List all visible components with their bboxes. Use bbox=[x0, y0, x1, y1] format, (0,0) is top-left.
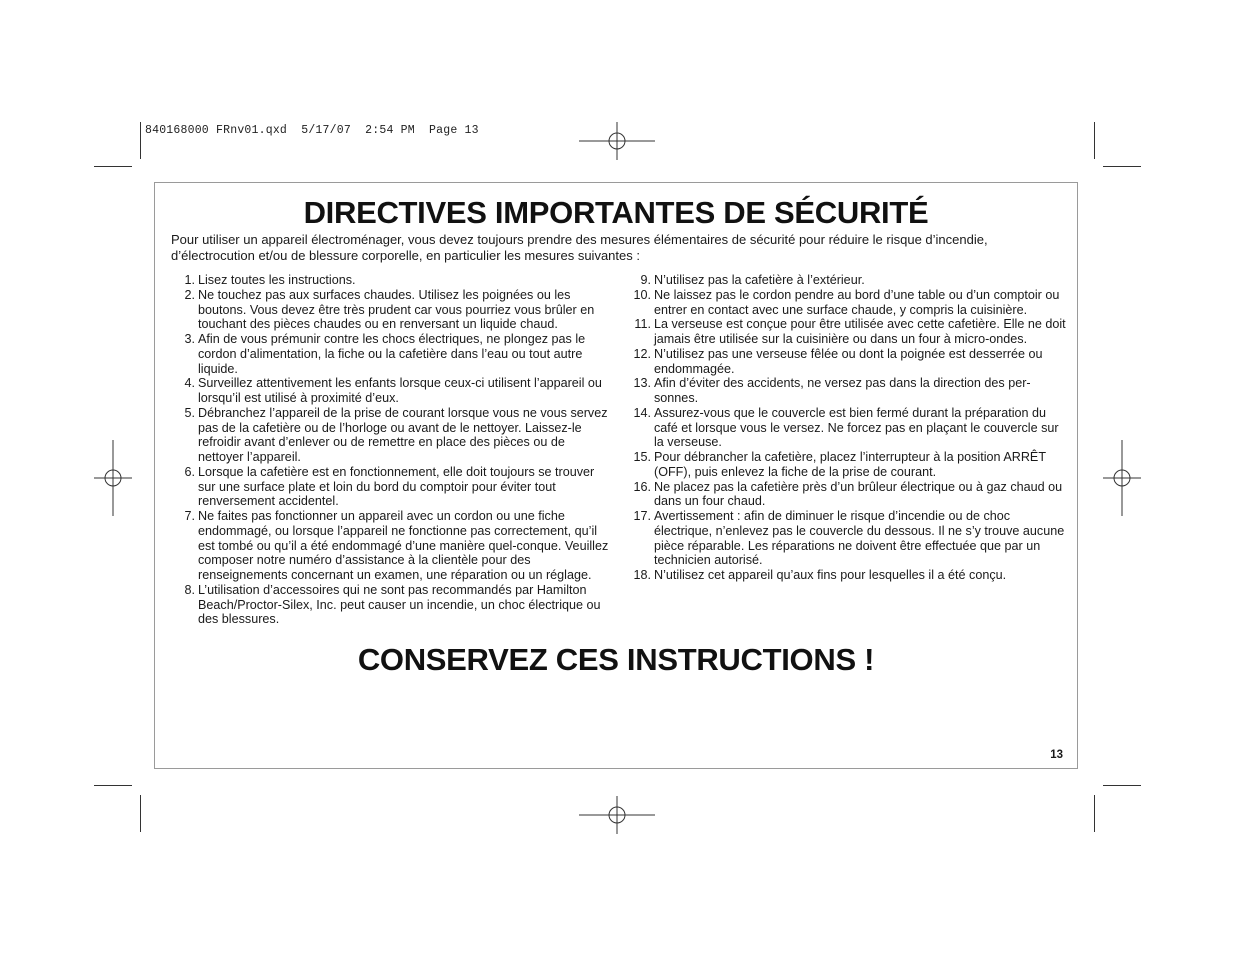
item-number: 12. bbox=[633, 346, 651, 361]
item-text: Lisez toutes les instructions. bbox=[198, 273, 356, 287]
item-text: La verseuse est conçue pour être utilisée avec cette cafetière. Elle ne doit jamais être utilisée sur la cuisinière ou dans un four à micro-ondes. bbox=[654, 317, 1066, 346]
item-text: L’utilisation d’accessoires qui ne sont pas recommandés par Hamilton Beach/Proctor-Silex, Inc. peut causer un incendie, un choc électrique ou des blessures. bbox=[198, 582, 601, 627]
list-item bbox=[167, 273, 611, 288]
list-item bbox=[623, 450, 1067, 480]
crop-mark bbox=[140, 795, 141, 832]
item-number: 7. bbox=[184, 509, 195, 523]
crop-mark bbox=[94, 785, 132, 786]
crop-mark bbox=[1094, 122, 1095, 159]
item-number: 16. bbox=[633, 479, 651, 494]
registration-mark-icon bbox=[579, 796, 655, 834]
list-item bbox=[623, 480, 1067, 510]
list-item bbox=[167, 332, 611, 376]
page-title: DIRECTIVES IMPORTANTES DE SÉCURITÉ bbox=[303, 195, 929, 230]
crop-mark bbox=[1103, 785, 1141, 786]
crop-mark bbox=[94, 166, 132, 167]
item-number: 9. bbox=[640, 273, 651, 287]
item-text: N’utilisez pas la cafetière à l’extérieur. bbox=[654, 273, 865, 287]
item-number: 10. bbox=[633, 287, 651, 302]
list-item bbox=[623, 317, 1067, 347]
item-number: 4. bbox=[184, 376, 195, 391]
item-number: 17. bbox=[633, 509, 651, 523]
item-text: N’utilisez pas une verseuse fêlée ou dont la poignée est desserrée ou endommagée. bbox=[654, 346, 1043, 376]
item-number: 15. bbox=[633, 450, 651, 464]
item-number: 13. bbox=[633, 376, 651, 391]
list-item bbox=[623, 568, 1067, 583]
item-text: N’utilisez cet appareil qu’aux fins pour lesquelles il a été conçu. bbox=[654, 568, 1007, 582]
item-number: 11. bbox=[634, 317, 651, 332]
registration-mark-icon bbox=[579, 122, 655, 160]
page-number: 13 bbox=[1050, 749, 1063, 761]
item-text: Ne touchez pas aux surfaces chaudes. Utilisez les poignées ou les boutons. Vous devez être très prudent car vous pourriez vous brûler en touchant des pièces chaudes ou en renversant un liquide chaud. bbox=[198, 287, 595, 332]
intro-paragraph: Pour utiliser un appareil électroménager, vous devez toujours prendre des mesures élémentaires de sécurité pour réduire le risque d’incendie, d’électrocution et/ou de blessure corporelle, en particulier les mesures suivantes : bbox=[171, 232, 988, 263]
list-item bbox=[623, 376, 1067, 406]
list-item bbox=[623, 406, 1067, 450]
list-item bbox=[167, 288, 611, 332]
item-text: Pour débrancher la cafetière, placez l’interrupteur à la position ARRÊT (OFF), puis enlevez la fiche de la prise de courant. bbox=[654, 450, 1046, 479]
list-item bbox=[167, 465, 611, 509]
list-item bbox=[623, 288, 1067, 318]
item-text: Assurez-vous que le couvercle est bien fermé durant la préparation du café et lorsque vous le versez. Ne forcez pas en plaçant le couvercle sur la verseuse. bbox=[654, 405, 1059, 450]
item-number: 5. bbox=[184, 405, 195, 420]
item-text: Surveillez attentivement les enfants lorsque ceux-ci utilisent l’appareil ou lorsqu’il est utilisé à proximité d’eux. bbox=[198, 376, 602, 405]
item-text: Afin d’éviter des accidents, ne versez pas dans la direction des per-sonnes. bbox=[654, 376, 1031, 405]
list-item bbox=[623, 509, 1067, 568]
item-text: Lorsque la cafetière est en fonctionnement, elle doit toujours se trouver sur une surface plate et loin du bord du comptoir pour éviter tout renversement accidentel. bbox=[198, 464, 595, 509]
item-text: Débranchez l’appareil de la prise de courant lorsque vous ne vous servez pas de la cafetière ou de l’horloge ou avant de le nettoyer. Laissez-le refroidir avant d’enlever ou de remettre en place des pièces ou de nettoyer l’appareil. bbox=[198, 405, 608, 464]
item-text: Ne laissez pas le cordon pendre au bord d’une table ou d’un comptoir ou entrer en contact avec une surface chaude, y compris la cuisinière. bbox=[654, 287, 1060, 317]
print-slug: 840168000 FRnv01.qxd 5/17/07 2:54 PM Page 13 bbox=[145, 124, 479, 137]
item-number: 3. bbox=[184, 332, 195, 346]
item-number: 14. bbox=[633, 405, 651, 420]
item-number: 6. bbox=[184, 464, 195, 479]
crop-mark bbox=[140, 122, 141, 159]
safety-panel bbox=[154, 182, 1078, 769]
list-item bbox=[167, 406, 611, 465]
registration-mark-icon bbox=[1103, 440, 1141, 516]
footer-heading: CONSERVEZ CES INSTRUCTIONS ! bbox=[357, 642, 875, 677]
list-item bbox=[167, 583, 611, 627]
list-item bbox=[623, 273, 1067, 288]
item-text: Ne placez pas la cafetière près d’un brûleur électrique ou à gaz chaud ou dans un four chaud. bbox=[654, 479, 1063, 509]
list-item bbox=[167, 376, 611, 406]
crop-mark bbox=[1094, 795, 1095, 832]
item-text: Avertissement : afin de diminuer le risque d’incendie ou de choc électrique, n’enlevez pas le couvercle du dessous. Il ne s’y trouve aucune pièce réparable. Les réparations ne doivent être effectuée que par un technicien autorisé. bbox=[654, 509, 1065, 568]
item-number: 8. bbox=[184, 582, 195, 597]
instructions-list-left bbox=[167, 273, 611, 627]
item-text: Afin de vous prémunir contre les chocs électriques, ne plongez pas le cordon d’alimentation, la fiche ou la cafetière dans l’eau ou tout autre liquide. bbox=[198, 332, 586, 376]
list-item bbox=[167, 509, 611, 583]
item-number: 1. bbox=[184, 273, 195, 287]
registration-mark-icon bbox=[94, 440, 132, 516]
crop-mark bbox=[1103, 166, 1141, 167]
item-number: 2. bbox=[184, 287, 195, 302]
instructions-list-right bbox=[623, 273, 1067, 583]
item-text: Ne faites pas fonctionner un appareil avec un cordon ou une fiche endommagé, ou lorsque l’appareil ne fonctionne pas correctement, qu’il est tombé ou qu’il a été endommagé d’une manière quel-conque. Veuillez composer notre numéro d’assistance à la clientèle pour des renseignements concernant un examen, une réparation ou un réglage. bbox=[198, 509, 609, 582]
item-number: 18. bbox=[633, 568, 651, 582]
list-item bbox=[623, 347, 1067, 377]
